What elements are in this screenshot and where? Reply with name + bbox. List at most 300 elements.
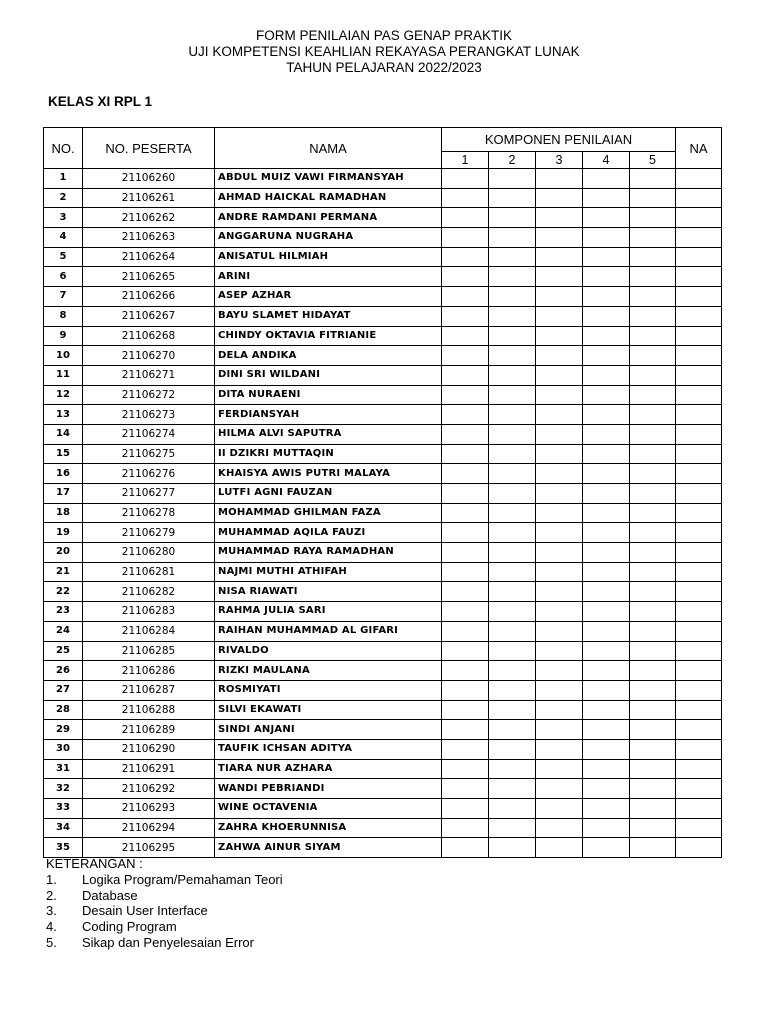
student-name: CHINDY OKTAVIA FITRIANIE xyxy=(215,326,442,346)
score-cell-komponen-1[interactable] xyxy=(442,641,489,661)
score-cell-komponen-5[interactable] xyxy=(630,365,676,385)
score-cell-komponen-5[interactable] xyxy=(630,562,676,582)
score-cell-komponen-2[interactable] xyxy=(489,267,536,287)
keterangan-item xyxy=(46,919,283,935)
score-cell-komponen-3[interactable] xyxy=(536,503,583,523)
score-cell-komponen-5[interactable] xyxy=(630,720,676,740)
score-cell-komponen-1[interactable] xyxy=(442,326,489,346)
score-cell-komponen-3[interactable] xyxy=(536,306,583,326)
score-cell-komponen-5[interactable] xyxy=(630,484,676,504)
score-cell-na[interactable] xyxy=(676,287,722,307)
score-cell-na[interactable] xyxy=(676,247,722,267)
score-cell-komponen-2[interactable] xyxy=(489,484,536,504)
score-cell-komponen-3[interactable] xyxy=(536,188,583,208)
score-cell-komponen-2[interactable] xyxy=(489,838,536,858)
student-name: BAYU SLAMET HIDAYAT xyxy=(215,306,442,326)
score-cell-komponen-3[interactable] xyxy=(536,424,583,444)
participant-number: 21106265 xyxy=(83,267,215,287)
score-cell-komponen-2[interactable] xyxy=(489,424,536,444)
score-cell-komponen-4[interactable] xyxy=(583,503,630,523)
score-cell-komponen-5[interactable] xyxy=(630,543,676,563)
score-cell-komponen-2[interactable] xyxy=(489,799,536,819)
score-cell-komponen-5[interactable] xyxy=(630,779,676,799)
score-cell-komponen-4[interactable] xyxy=(583,661,630,681)
student-name: ASEP AZHAR xyxy=(215,287,442,307)
keterangan-item-number: 1. xyxy=(46,871,57,887)
score-cell-komponen-4[interactable] xyxy=(583,306,630,326)
score-cell-komponen-5[interactable] xyxy=(630,346,676,366)
score-cell-komponen-4[interactable] xyxy=(583,700,630,720)
row-number: 20 xyxy=(44,543,83,563)
score-cell-na[interactable] xyxy=(676,562,722,582)
score-cell-komponen-4[interactable] xyxy=(583,326,630,346)
score-cell-komponen-3[interactable] xyxy=(536,838,583,858)
score-cell-komponen-3[interactable] xyxy=(536,326,583,346)
score-cell-komponen-5[interactable] xyxy=(630,188,676,208)
score-cell-komponen-4[interactable] xyxy=(583,759,630,779)
score-cell-na[interactable] xyxy=(676,385,722,405)
row-number: 28 xyxy=(44,700,83,720)
score-cell-komponen-5[interactable] xyxy=(630,582,676,602)
score-cell-komponen-2[interactable] xyxy=(489,818,536,838)
participant-number: 21106275 xyxy=(83,444,215,464)
score-cell-komponen-5[interactable] xyxy=(630,287,676,307)
score-cell-komponen-5[interactable] xyxy=(630,267,676,287)
score-cell-na[interactable] xyxy=(676,759,722,779)
score-cell-komponen-2[interactable] xyxy=(489,739,536,759)
score-cell-komponen-2[interactable] xyxy=(489,680,536,700)
row-number: 18 xyxy=(44,503,83,523)
score-cell-na[interactable] xyxy=(676,365,722,385)
score-cell-komponen-1[interactable] xyxy=(442,720,489,740)
score-cell-komponen-4[interactable] xyxy=(583,188,630,208)
score-cell-komponen-2[interactable] xyxy=(489,464,536,484)
score-cell-komponen-5[interactable] xyxy=(630,503,676,523)
score-cell-komponen-2[interactable] xyxy=(489,306,536,326)
score-cell-komponen-2[interactable] xyxy=(489,405,536,425)
score-cell-komponen-1[interactable] xyxy=(442,759,489,779)
row-number: 30 xyxy=(44,739,83,759)
score-cell-na[interactable] xyxy=(676,484,722,504)
score-cell-komponen-5[interactable] xyxy=(630,680,676,700)
score-cell-komponen-5[interactable] xyxy=(630,661,676,681)
student-name: SILVI EKAWATI xyxy=(215,700,442,720)
score-cell-komponen-5[interactable] xyxy=(630,247,676,267)
score-cell-na[interactable] xyxy=(676,267,722,287)
score-cell-na[interactable] xyxy=(676,405,722,425)
row-number: 10 xyxy=(44,346,83,366)
table-row xyxy=(44,661,722,681)
score-cell-komponen-1[interactable] xyxy=(442,562,489,582)
score-cell-komponen-4[interactable] xyxy=(583,641,630,661)
score-cell-komponen-2[interactable] xyxy=(489,602,536,622)
col-header-nama: NAMA xyxy=(215,128,442,169)
participant-number: 21106279 xyxy=(83,523,215,543)
score-cell-komponen-2[interactable] xyxy=(489,523,536,543)
col-header-peserta: NO. PESERTA xyxy=(83,128,215,169)
score-cell-komponen-4[interactable] xyxy=(583,484,630,504)
score-cell-komponen-1[interactable] xyxy=(442,188,489,208)
score-cell-komponen-5[interactable] xyxy=(630,602,676,622)
score-cell-komponen-5[interactable] xyxy=(630,759,676,779)
participant-number: 21106277 xyxy=(83,484,215,504)
score-cell-komponen-3[interactable] xyxy=(536,287,583,307)
score-cell-na[interactable] xyxy=(676,621,722,641)
score-cell-na[interactable] xyxy=(676,700,722,720)
score-cell-na[interactable] xyxy=(676,680,722,700)
score-cell-komponen-1[interactable] xyxy=(442,621,489,641)
participant-number: 21106283 xyxy=(83,602,215,622)
student-name: AHMAD HAICKAL RAMADHAN xyxy=(215,188,442,208)
score-cell-na[interactable] xyxy=(676,326,722,346)
keterangan-item xyxy=(46,888,283,904)
score-cell-komponen-2[interactable] xyxy=(489,641,536,661)
score-cell-komponen-4[interactable] xyxy=(583,424,630,444)
score-cell-na[interactable] xyxy=(676,739,722,759)
score-cell-komponen-4[interactable] xyxy=(583,346,630,366)
table-row xyxy=(44,247,722,267)
participant-number: 21106261 xyxy=(83,188,215,208)
score-cell-komponen-4[interactable] xyxy=(583,444,630,464)
score-cell-komponen-2[interactable] xyxy=(489,779,536,799)
score-cell-komponen-1[interactable] xyxy=(442,818,489,838)
score-cell-komponen-5[interactable] xyxy=(630,208,676,228)
score-cell-komponen-3[interactable] xyxy=(536,680,583,700)
participant-number: 21106268 xyxy=(83,326,215,346)
score-cell-komponen-4[interactable] xyxy=(583,680,630,700)
row-number: 15 xyxy=(44,444,83,464)
score-cell-komponen-2[interactable] xyxy=(489,385,536,405)
participant-number: 21106290 xyxy=(83,739,215,759)
assessment-table xyxy=(43,127,722,858)
score-cell-komponen-5[interactable] xyxy=(630,838,676,858)
table-row xyxy=(44,680,722,700)
score-cell-komponen-1[interactable] xyxy=(442,365,489,385)
student-name: WANDI PEBRIANDI xyxy=(215,779,442,799)
score-cell-komponen-4[interactable] xyxy=(583,385,630,405)
score-cell-komponen-3[interactable] xyxy=(536,365,583,385)
score-cell-komponen-1[interactable] xyxy=(442,799,489,819)
score-cell-komponen-1[interactable] xyxy=(442,267,489,287)
row-number: 13 xyxy=(44,405,83,425)
row-number: 34 xyxy=(44,818,83,838)
score-cell-komponen-3[interactable] xyxy=(536,779,583,799)
score-cell-komponen-3[interactable] xyxy=(536,484,583,504)
score-cell-komponen-1[interactable] xyxy=(442,680,489,700)
score-cell-komponen-2[interactable] xyxy=(489,247,536,267)
score-cell-komponen-5[interactable] xyxy=(630,641,676,661)
score-cell-na[interactable] xyxy=(676,779,722,799)
form-title: FORM PENILAIAN PAS GENAP PRAKTIK xyxy=(255,28,513,43)
score-cell-komponen-1[interactable] xyxy=(442,247,489,267)
score-cell-komponen-2[interactable] xyxy=(489,503,536,523)
student-name: ANISATUL HILMIAH xyxy=(215,247,442,267)
score-cell-komponen-3[interactable] xyxy=(536,759,583,779)
score-cell-na[interactable] xyxy=(676,444,722,464)
score-cell-komponen-4[interactable] xyxy=(583,562,630,582)
score-cell-komponen-1[interactable] xyxy=(442,464,489,484)
keterangan-item xyxy=(46,935,283,951)
student-name: RIVALDO xyxy=(215,641,442,661)
participant-number: 21106264 xyxy=(83,247,215,267)
student-name: TIARA NUR AZHARA xyxy=(215,759,442,779)
score-cell-komponen-4[interactable] xyxy=(583,739,630,759)
score-cell-komponen-3[interactable] xyxy=(536,247,583,267)
table-row xyxy=(44,543,722,563)
score-cell-komponen-4[interactable] xyxy=(583,228,630,248)
score-cell-komponen-3[interactable] xyxy=(536,405,583,425)
score-cell-komponen-1[interactable] xyxy=(442,287,489,307)
score-cell-komponen-1[interactable] xyxy=(442,602,489,622)
score-cell-komponen-3[interactable] xyxy=(536,720,583,740)
score-cell-komponen-1[interactable] xyxy=(442,700,489,720)
score-cell-komponen-2[interactable] xyxy=(489,169,536,189)
score-cell-na[interactable] xyxy=(676,661,722,681)
score-cell-na[interactable] xyxy=(676,464,722,484)
score-cell-komponen-1[interactable] xyxy=(442,444,489,464)
score-cell-na[interactable] xyxy=(676,228,722,248)
score-cell-na[interactable] xyxy=(676,306,722,326)
table-row xyxy=(44,818,722,838)
score-cell-komponen-4[interactable] xyxy=(583,818,630,838)
table-row xyxy=(44,582,722,602)
form-header xyxy=(0,28,768,76)
score-cell-komponen-1[interactable] xyxy=(442,208,489,228)
score-cell-komponen-4[interactable] xyxy=(583,169,630,189)
score-cell-komponen-1[interactable] xyxy=(442,739,489,759)
score-cell-komponen-3[interactable] xyxy=(536,523,583,543)
score-cell-komponen-3[interactable] xyxy=(536,818,583,838)
row-number: 33 xyxy=(44,799,83,819)
participant-number: 21106266 xyxy=(83,287,215,307)
row-number: 6 xyxy=(44,267,83,287)
score-cell-komponen-3[interactable] xyxy=(536,621,583,641)
keterangan-list xyxy=(46,872,283,951)
score-cell-na[interactable] xyxy=(676,838,722,858)
score-cell-komponen-5[interactable] xyxy=(630,523,676,543)
table-row xyxy=(44,484,722,504)
table-row xyxy=(44,838,722,858)
score-cell-komponen-3[interactable] xyxy=(536,562,583,582)
score-cell-komponen-3[interactable] xyxy=(536,661,583,681)
score-cell-komponen-5[interactable] xyxy=(630,444,676,464)
participant-number: 21106289 xyxy=(83,720,215,740)
score-cell-komponen-5[interactable] xyxy=(630,326,676,346)
score-cell-komponen-4[interactable] xyxy=(583,523,630,543)
score-cell-komponen-1[interactable] xyxy=(442,543,489,563)
score-cell-komponen-1[interactable] xyxy=(442,424,489,444)
komponen-5-header: 5 xyxy=(630,152,676,169)
score-cell-komponen-4[interactable] xyxy=(583,602,630,622)
row-number: 21 xyxy=(44,562,83,582)
score-cell-komponen-5[interactable] xyxy=(630,739,676,759)
student-name: MOHAMMAD GHILMAN FAZA xyxy=(215,503,442,523)
score-cell-komponen-2[interactable] xyxy=(489,562,536,582)
score-cell-komponen-3[interactable] xyxy=(536,267,583,287)
score-cell-komponen-4[interactable] xyxy=(583,287,630,307)
row-number: 11 xyxy=(44,365,83,385)
score-cell-komponen-4[interactable] xyxy=(583,267,630,287)
score-cell-na[interactable] xyxy=(676,818,722,838)
score-cell-komponen-3[interactable] xyxy=(536,602,583,622)
score-cell-komponen-4[interactable] xyxy=(583,621,630,641)
participant-number: 21106292 xyxy=(83,779,215,799)
score-cell-na[interactable] xyxy=(676,720,722,740)
student-name: RAIHAN MUHAMMAD AL GIFARI xyxy=(215,621,442,641)
participant-number: 21106284 xyxy=(83,621,215,641)
score-cell-na[interactable] xyxy=(676,503,722,523)
participant-number: 21106278 xyxy=(83,503,215,523)
student-name: MUHAMMAD AQILA FAUZI xyxy=(215,523,442,543)
score-cell-komponen-2[interactable] xyxy=(489,543,536,563)
score-cell-komponen-4[interactable] xyxy=(583,838,630,858)
score-cell-komponen-2[interactable] xyxy=(489,661,536,681)
score-cell-komponen-4[interactable] xyxy=(583,543,630,563)
score-cell-komponen-4[interactable] xyxy=(583,365,630,385)
score-cell-komponen-3[interactable] xyxy=(536,641,583,661)
score-cell-komponen-5[interactable] xyxy=(630,306,676,326)
keterangan-item-text: Database xyxy=(82,887,138,903)
score-cell-komponen-3[interactable] xyxy=(536,739,583,759)
table-row xyxy=(44,621,722,641)
score-cell-komponen-4[interactable] xyxy=(583,405,630,425)
row-number: 2 xyxy=(44,188,83,208)
score-cell-komponen-1[interactable] xyxy=(442,838,489,858)
table-row xyxy=(44,641,722,661)
score-cell-komponen-2[interactable] xyxy=(489,287,536,307)
score-cell-komponen-4[interactable] xyxy=(583,582,630,602)
row-number: 31 xyxy=(44,759,83,779)
score-cell-komponen-4[interactable] xyxy=(583,799,630,819)
student-name: ZAHRA KHOERUNNISA xyxy=(215,818,442,838)
row-number: 25 xyxy=(44,641,83,661)
table-row xyxy=(44,287,722,307)
score-cell-na[interactable] xyxy=(676,543,722,563)
score-cell-komponen-4[interactable] xyxy=(583,720,630,740)
row-number: 1 xyxy=(44,169,83,189)
row-number: 16 xyxy=(44,464,83,484)
score-cell-na[interactable] xyxy=(676,169,722,189)
score-cell-na[interactable] xyxy=(676,799,722,819)
score-cell-komponen-2[interactable] xyxy=(489,700,536,720)
score-cell-komponen-5[interactable] xyxy=(630,700,676,720)
form-subtitle: UJI KOMPETENSI KEAHLIAN REKAYASA PERANGKAT LUNAK xyxy=(188,44,580,59)
score-cell-na[interactable] xyxy=(676,523,722,543)
score-cell-komponen-3[interactable] xyxy=(536,582,583,602)
score-cell-komponen-1[interactable] xyxy=(442,582,489,602)
row-number: 27 xyxy=(44,680,83,700)
score-cell-komponen-2[interactable] xyxy=(489,582,536,602)
score-cell-na[interactable] xyxy=(676,641,722,661)
row-number: 22 xyxy=(44,582,83,602)
score-cell-komponen-1[interactable] xyxy=(442,385,489,405)
score-cell-komponen-1[interactable] xyxy=(442,346,489,366)
row-number: 8 xyxy=(44,306,83,326)
score-cell-komponen-3[interactable] xyxy=(536,464,583,484)
table-row xyxy=(44,602,722,622)
score-cell-na[interactable] xyxy=(676,346,722,366)
score-cell-komponen-5[interactable] xyxy=(630,228,676,248)
score-cell-komponen-4[interactable] xyxy=(583,464,630,484)
score-cell-komponen-3[interactable] xyxy=(536,385,583,405)
student-name: NISA RIAWATI xyxy=(215,582,442,602)
score-cell-na[interactable] xyxy=(676,188,722,208)
score-cell-komponen-1[interactable] xyxy=(442,405,489,425)
score-cell-komponen-2[interactable] xyxy=(489,720,536,740)
score-cell-komponen-2[interactable] xyxy=(489,228,536,248)
score-cell-komponen-5[interactable] xyxy=(630,405,676,425)
student-name: DINI SRI WILDANI xyxy=(215,365,442,385)
table-row xyxy=(44,700,722,720)
score-cell-komponen-1[interactable] xyxy=(442,523,489,543)
score-cell-komponen-5[interactable] xyxy=(630,385,676,405)
score-cell-komponen-1[interactable] xyxy=(442,228,489,248)
score-cell-komponen-3[interactable] xyxy=(536,346,583,366)
row-number: 5 xyxy=(44,247,83,267)
row-number: 24 xyxy=(44,621,83,641)
score-cell-komponen-3[interactable] xyxy=(536,799,583,819)
keterangan-item xyxy=(46,903,283,919)
score-cell-na[interactable] xyxy=(676,424,722,444)
score-cell-komponen-5[interactable] xyxy=(630,169,676,189)
score-cell-na[interactable] xyxy=(676,208,722,228)
score-cell-na[interactable] xyxy=(676,602,722,622)
score-cell-komponen-3[interactable] xyxy=(536,444,583,464)
score-cell-komponen-1[interactable] xyxy=(442,661,489,681)
score-cell-komponen-1[interactable] xyxy=(442,779,489,799)
score-cell-komponen-1[interactable] xyxy=(442,484,489,504)
score-cell-komponen-2[interactable] xyxy=(489,621,536,641)
table-row xyxy=(44,424,722,444)
student-name: DELA ANDIKA xyxy=(215,346,442,366)
score-cell-komponen-3[interactable] xyxy=(536,543,583,563)
score-cell-komponen-4[interactable] xyxy=(583,208,630,228)
score-cell-komponen-3[interactable] xyxy=(536,169,583,189)
row-number: 9 xyxy=(44,326,83,346)
score-cell-komponen-2[interactable] xyxy=(489,208,536,228)
row-number: 12 xyxy=(44,385,83,405)
score-cell-na[interactable] xyxy=(676,582,722,602)
score-cell-komponen-2[interactable] xyxy=(489,346,536,366)
score-cell-komponen-5[interactable] xyxy=(630,818,676,838)
participant-number: 21106272 xyxy=(83,385,215,405)
keterangan-item-number: 2. xyxy=(46,887,57,903)
participant-number: 21106285 xyxy=(83,641,215,661)
participant-number: 21106267 xyxy=(83,306,215,326)
keterangan-item-number: 4. xyxy=(46,919,57,935)
student-name: SINDI ANJANI xyxy=(215,720,442,740)
score-cell-komponen-3[interactable] xyxy=(536,228,583,248)
score-cell-komponen-2[interactable] xyxy=(489,188,536,208)
score-cell-komponen-4[interactable] xyxy=(583,247,630,267)
score-cell-komponen-1[interactable] xyxy=(442,306,489,326)
col-header-na: NA xyxy=(676,128,722,169)
score-cell-komponen-5[interactable] xyxy=(630,799,676,819)
score-cell-komponen-5[interactable] xyxy=(630,464,676,484)
score-cell-komponen-4[interactable] xyxy=(583,779,630,799)
score-cell-komponen-2[interactable] xyxy=(489,326,536,346)
score-cell-komponen-2[interactable] xyxy=(489,759,536,779)
score-cell-komponen-1[interactable] xyxy=(442,169,489,189)
score-cell-komponen-2[interactable] xyxy=(489,365,536,385)
score-cell-komponen-2[interactable] xyxy=(489,444,536,464)
student-name: II DZIKRI MUTTAQIN xyxy=(215,444,442,464)
score-cell-komponen-5[interactable] xyxy=(630,424,676,444)
score-cell-komponen-3[interactable] xyxy=(536,700,583,720)
score-cell-komponen-3[interactable] xyxy=(536,208,583,228)
score-cell-komponen-1[interactable] xyxy=(442,503,489,523)
score-cell-komponen-5[interactable] xyxy=(630,621,676,641)
